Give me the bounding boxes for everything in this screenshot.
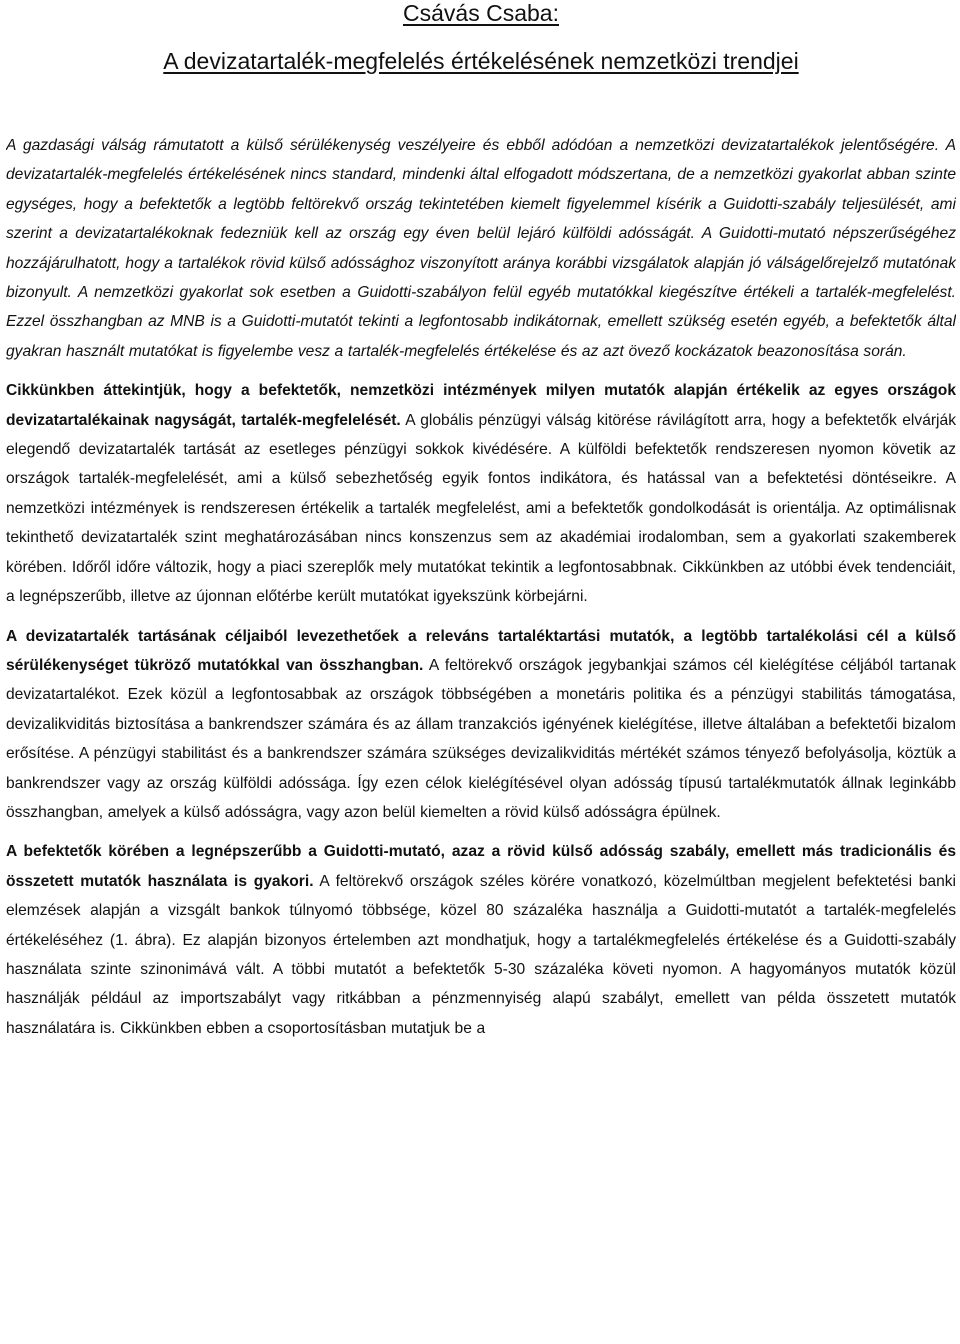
body-paragraph-2: [6, 622, 956, 828]
paragraph-1-bold-lead: Cikkünkben áttekintjük, hogy a befektetők, nemzetközi intézmények milyen mutatók alapján értékelik az egyes országok devizatartalékainak nagyságát, tartalék-megfelelését.: [6, 382, 956, 429]
lead-paragraph: A gazdasági válság rámutatott a külső sérülékenység veszélyeire és ebből adódóan a nemzetközi devizatartalékok jelentőségére. A devizatartalék-megfelelés értékelésének nincs standard, mindenki által elfogadott módszertana, de a nemzetközi gyakorlat abban szinte egységes, hogy a befektetők a legtöbb feltörekvő ország tekintetében kiemelt figyelemmel kísérik a Guidotti-szabály teljesülését, ami szerint a devizatartalékoknak fedezniük kell az ország egy éven belül lejáró külföldi adósságát. A Guidotti-mutató népszerűségéhez hozzájárulhatott, hogy a tartalékok rövid külső adóssághoz viszonyított aránya korábbi vizsgálatok alapján jó válságelőrejelző mutatónak bizonyult. A nemzetközi gyakorlat sok esetben a Guidotti-szabályon felül egyéb mutatókkal kiegészítve értékeli a tartalék-megfelelést. Ezzel összhangban az MNB is a Guidotti-mutatót tekinti a legfontosabb indikátornak, emellett szükség esetén egyéb, a befektetők által gyakran használt mutatókat is figyelembe vesz a tartalék-megfelelés értékelése és az azt övező kockázatok beazonosítása során.: [6, 137, 956, 360]
document-page: [6, 0, 956, 1344]
paragraph-3-bold-lead: A befektetők körében a legnépszerűbb a Guidotti-mutató, azaz a rövid külső adósság szabály, emellett más tradicionális és összetett mutatók használata is gyakori.: [6, 843, 956, 890]
paragraph-1-text: A globális pénzügyi válság kitörése rávilágított arra, hogy a befektetők elvárják elegendő devizatartalék tartását az esetleges pénzügyi sokkok kivédésére. A külföldi befektetők rendszeresen nyomon követik az országok tartalék-megfelelését, ami a külső sebezhetőség egyik fontos indikátora, és hatással van a befektetési döntéseikre. A nemzetközi intézmények is rendszeresen értékelik a tartalék megfelelést, ami a befektetők gondolkodását is orientálja. Az optimálisnak tekinthető devizatartalék szint meghatározásában nincs konszenzus sem az akadémiai irodalomban, sem a gyakorlati szakemberek körében. Időről időre változik, hogy a piaci szereplők mely mutatókat tekintik a legfontosabbnak. Cikkünkben az utóbbi évek tendenciáit, a legnépszerűbb, illetve az újonnan előtérbe került mutatókat igyekszünk körbejárni.: [6, 411, 956, 606]
paragraph-2-text: A feltörekvő országok jegybankjai számos cél kielégítése céljából tartanak devizatartalékot. Ezek közül a legfontosabbak az országok többségében a monetáris politika és a pénzügyi stabilitás támogatása, devizalikviditás biztosítása a bankrendszer számára és az állam tranzakciós igényének kielégítése, illetve általában a befektetői bizalom erősítése. A pénzügyi stabilitást és a bankrendszer számára szükséges devizalikviditás mértékét számos tényező befolyásolja, köztük a bankrendszer vagy az ország külföldi adóssága. Így ezen célok kielégítésével olyan adósság típusú tartalékmutatók állnak leginkább összhangban, amelyek a külső adósságra, vagy azon belül kiemelten a rövid külső adósságra épülnek.: [6, 656, 956, 821]
article-title: A devizatartalék-megfelelés értékelésének nemzetközi trendjei: [163, 48, 799, 74]
author-heading: Csávás Csaba:: [403, 0, 559, 26]
body-paragraph-3: [6, 837, 956, 1043]
paragraph-2-bold-lead: A devizatartalék tartásának céljaiból levezethetőek a releváns tartaléktartási mutatók, a legtöbb tartalékolási cél a külső sérülékenységet tükröző mutatókkal van összhangban.: [6, 627, 956, 674]
paragraph-3-text: A feltörekvő országok széles körére vonatkozó, közelmúltban megjelent befektetési banki elemzések alapján a vizsgált bankok túlnyomó többsége, közel 80 százaléka használja a Guidotti-mutatót a tartalék-megfelelés értékeléséhez (1. ábra). Ez alapján bizonyos értelemben azt mondhatjuk, hogy a tartalékmegfelelés értékelése és a Guidotti-szabály használata szinte szinonimává vált. A többi mutatót a befektetők 5-30 százaléka követi nyomon. A hagyományos mutatók közül használják például az importszabályt vagy ritkábban a pénzmennyiség alapú szabályt, emellett van példa összetett mutatók használatára is. Cikkünkben ebben a csoportosításban mutatjuk be a: [6, 872, 956, 1037]
body-paragraph-1: [6, 376, 956, 611]
